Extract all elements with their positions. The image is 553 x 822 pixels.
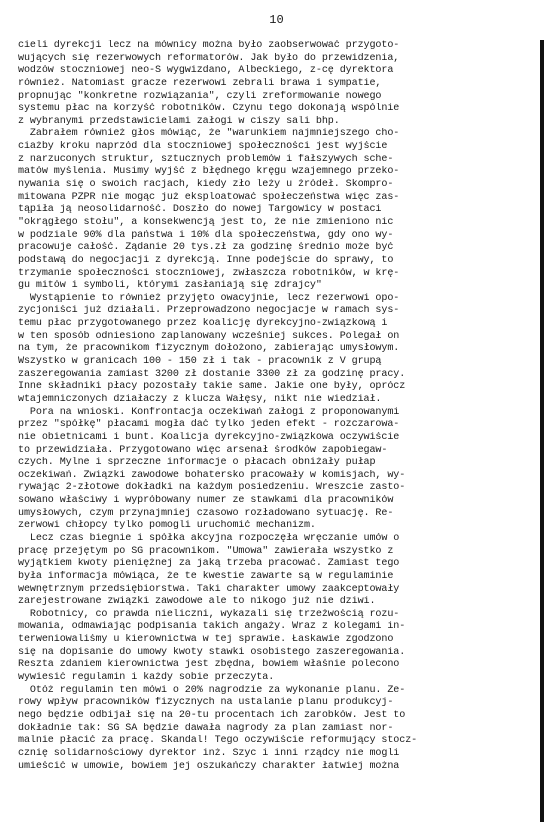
text-line: rywając 2-złotowe dokładki na każdym posiedzeniu. Wreszcie zasto- [18, 482, 406, 494]
text-line: dokładnie tak: SG SA będzie dawała nagrody za plan zamiast nor- [18, 722, 394, 734]
text-line: sowano właściwy i wypróbowany numer ze stawkami dla pracowników [18, 495, 394, 507]
text-line: wujących się rezerwowych reformatorów. Jak było do przewidzenia, [18, 52, 400, 64]
text-line: zarejestrowane związki zawodowe ale to nikogo już nie dziwi. [18, 596, 376, 608]
text-line: ciażby kroku naprzód dla stoczniowej społeczności jest wyjście [18, 141, 388, 153]
text-line: "okrągłego stołu", a konsekwencją jest to, że nie zmieniono nic [18, 216, 394, 228]
text-line: pracowuje całość. Żądanie 20 tys.zł za godzinę średnio może być [18, 242, 394, 254]
text-line: oczekiwań. Związki zawodowe bohatersko pracowały w komisjach, wy- [18, 469, 406, 481]
text-line: malnie płacić za pracę. Skandal! Tego oczywiście reformujący stocz- [18, 735, 418, 747]
text-line: matów myślenia. Musimy wyjść z błędnego kręgu wzajemnego przeko- [18, 166, 400, 178]
text-line: przez "spółkę" płacami mogła dać tylko jeden efekt - rozczarowa- [18, 419, 400, 431]
text-line: to przewidziała. Przygotowano więc arsenał środków zapobiegaw- [18, 444, 388, 456]
text-line: wywiesić regulamin i każdy sobie przeczyta. [18, 672, 275, 684]
text-line: Wszystko w granicach 100 - 150 zł i tak - pracownik z V grupą [18, 356, 382, 368]
text-line: temu płac przygotowanego przez koalicję dyrekcyjno-związkową i [18, 318, 388, 330]
text-line: z wybranymi przedstawicielami załogi w ciszy sali bhp. [18, 115, 340, 127]
text-line: Pora na wnioski. Konfrontacja oczekiwań załogi z proponowanymi [18, 406, 400, 418]
text-line: zycjoniści już działali. Przeprowadzono negocjacje w ramach sys- [18, 305, 400, 317]
text-line: podstawą do negocjacji z dyrekcją. Inne podejście do sprawy, to [18, 254, 394, 266]
margin-bar [540, 40, 544, 822]
text-line: nywania się o swoich racjach, kiedy zło leży u źródeł. Skompro- [18, 179, 394, 191]
text-line: Zabrałem również głos mówiąc, że "warunkiem najmniejszego cho- [18, 128, 400, 140]
text-line: nie obietnicami i bunt. Koalicja dyrekcyjno-związkowa oczywiście [18, 431, 400, 443]
text-line: była informacja mówiąca, że te kwestie zawarte są w regulaminie [18, 570, 394, 582]
text-line: wewnętrznym przedsiębiorstwa. Taki charakter umowy zaakceptowały [18, 583, 400, 595]
text-line: umysłowych, czym przynajmniej czasowo rozładowano sytuację. Re- [18, 507, 394, 519]
text-line: również. Natomiast gracze rezerwowi zebrali brawa i sympatie, [18, 77, 382, 89]
text-line: terweniowaliśmy u kierownictwa w tej sprawie. Łaskawie zgodzono [18, 634, 394, 646]
text-line: Otóż regulamin ten mówi o 20% nagrodzie za wykonanie planu. Ze- [18, 684, 406, 696]
text-line: Reszta zdaniem kierownictwa jest zbędna, bowiem właśnie polecono [18, 659, 400, 671]
text-line: umieścić w umowie, bowiem jej oszukańczy charakter łatwiej można [18, 760, 400, 772]
document-body [18, 40, 536, 773]
text-line: propnując "konkretne rozwiązania", czyli zreformowanie nowego [18, 90, 382, 102]
text-line: Robotnicy, co prawda nieliczni, wykazali się trzeźwością rozu- [18, 608, 400, 620]
text-line: w podziale 90% dla państwa i 10% dla społeczeństwa, gdy ono wy- [18, 229, 394, 241]
text-line: się na dopisanie do umowy kwoty stawki osobistego zaszeregowania. [18, 646, 406, 658]
text-line: czych. Mylne i sprzeczne informacje o płacach obniżały pułap [18, 457, 376, 469]
text-line: Wystąpienie to również przyjęto owacyjnie, lecz rezerwowi opo- [18, 292, 400, 304]
text-line: w ten sposób odniesiono zaplanowany wcześniej sukces. Polegał on [18, 330, 400, 342]
text-line: zerwowi chłopcy tylko pomogli uruchomić mechanizm. [18, 520, 316, 532]
text-line: systemu płac na korzyść robotników. Czynu tego dokonają wspólnie [18, 103, 400, 115]
text-line: Lecz czas biegnie i spółka akcyjna rozpoczęła wręczanie umów o [18, 532, 400, 544]
text-line: Inne składniki płacy pozostały takie same. Jakie one były, oprócz [18, 381, 406, 393]
text-line: rowy wpływ pracowników fizycznych na ustalanie planu produkcyj- [18, 697, 394, 709]
text-line: nego będzie odbijał się na 20-tu procentach ich zarobków. Jest to [18, 709, 406, 721]
text-line: zaszeregowania zamiast 3200 zł dostanie 3300 zł za godzinę pracy. [18, 368, 406, 380]
text-line: wtajemniczonych działaczy z klucza Wałęsy, nikt nie wiedział. [18, 393, 382, 405]
text-line: gu mitów i symboli, którymi zasłaniają się zdrajcy" [18, 280, 322, 292]
text-line: na tym, że pracownikom fizycznym dołożono, zabierając umysłowym. [18, 343, 400, 355]
text-line: cznię solidarnościowy dyrektor inż. Szyc i inni rządcy nie mogli [18, 747, 400, 759]
text-line: pracę przejętym po SG pracownikom. "Umowa" zawierała wszystko z [18, 545, 394, 557]
text-line: tąpiła ją neosolidarność. Doszło do nowej Targowicy w postaci [18, 204, 382, 216]
text-line: mowania, odmawiając podpisania takich angaży. Wraz z kolegami in- [18, 621, 406, 633]
text-line: cieli dyrekcji lecz na mównicy można było zaobserwować przygoto- [18, 40, 400, 51]
text-line: wyjątkiem kwoty pieniężnej za jaką trzeba pracować. Zamiast tego [18, 558, 400, 570]
text-line: mitowana PZPR nie mogąc już eksploatować społeczeństwa więc zas- [18, 191, 400, 203]
page-number: 10 [269, 13, 284, 27]
text-line: trzymanie społeczności stoczniowej, zwłaszcza robotników, w krę- [18, 267, 400, 279]
text-line: z narzuconych struktur, sztucznych problemów i fałszywych sche- [18, 153, 394, 165]
text-line: wodzów stoczniowej neo-S wygwizdano, Albeckiego, z-cę dyrektora [18, 65, 394, 77]
